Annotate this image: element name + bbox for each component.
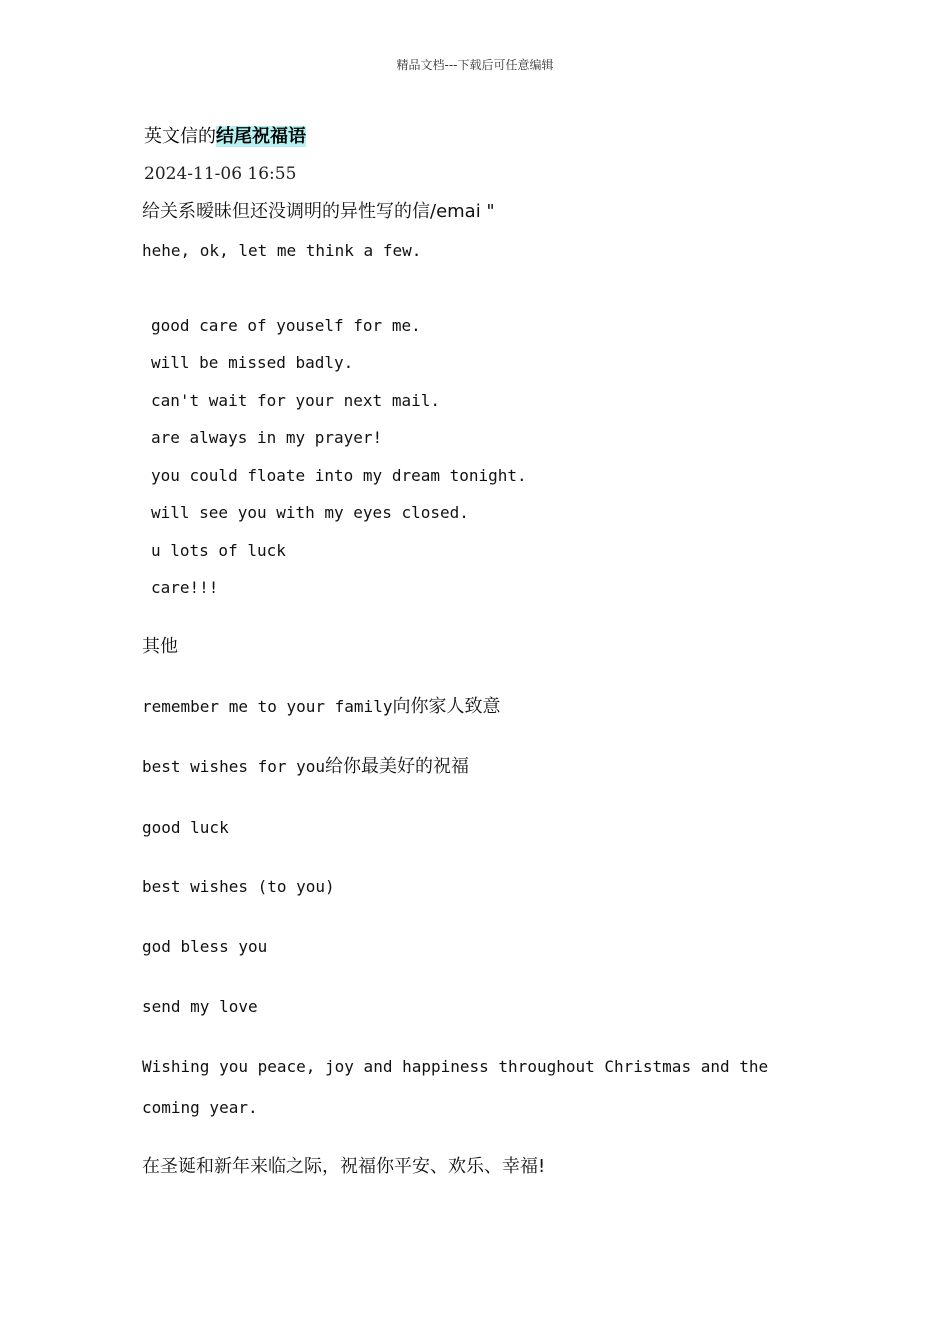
closing-line: you could floate into my dream tonight. bbox=[151, 466, 527, 485]
other-en: send my love bbox=[142, 997, 258, 1016]
closing-line: are always in my prayer! bbox=[151, 428, 383, 447]
title-plain: 英文信的 bbox=[144, 126, 216, 147]
title-highlighted: 结尾祝福语 bbox=[216, 126, 306, 147]
other-en: god bless you bbox=[142, 937, 268, 956]
closing-line: good care of youself for me. bbox=[151, 316, 421, 335]
intro-line: 给关系暧昧但还没调明的异性写的信/emai " bbox=[142, 201, 495, 222]
other-en: good luck bbox=[142, 818, 229, 837]
other-line bbox=[142, 756, 469, 778]
closing-line: u lots of luck bbox=[151, 541, 286, 560]
other-en: remember me to your family bbox=[142, 697, 393, 716]
closing-line: can't wait for your next mail. bbox=[151, 391, 440, 410]
closing-line: will see you with my eyes closed. bbox=[151, 503, 469, 522]
christmas-zh-line: 在圣诞和新年来临之际，祝福你平安、欢乐、幸福! bbox=[142, 1156, 546, 1177]
other-zh: 给你最美好的祝福 bbox=[325, 756, 470, 777]
closing-line: will be missed badly. bbox=[151, 353, 354, 372]
article-title bbox=[144, 125, 306, 149]
other-line bbox=[142, 876, 335, 898]
christmas-en-line-2: coming year. bbox=[142, 1098, 258, 1117]
other-en: best wishes for you bbox=[142, 757, 326, 776]
other-heading: 其他 bbox=[142, 636, 178, 657]
other-line bbox=[142, 817, 229, 839]
other-line bbox=[142, 696, 500, 718]
closing-line: care!!! bbox=[151, 578, 219, 597]
other-en: best wishes (to you) bbox=[142, 877, 335, 896]
other-line bbox=[142, 996, 258, 1018]
christmas-en-line-1: Wishing you peace, joy and happiness throughout Christmas and the bbox=[142, 1057, 769, 1076]
post-date: 2024-11-06 16:55 bbox=[144, 164, 297, 184]
other-line bbox=[142, 936, 267, 958]
page-header: 精品文档---下载后可任意编辑 bbox=[396, 58, 554, 72]
reply-line: hehe, ok, let me think a few. bbox=[142, 241, 422, 260]
other-zh: 向你家人致意 bbox=[392, 696, 501, 717]
